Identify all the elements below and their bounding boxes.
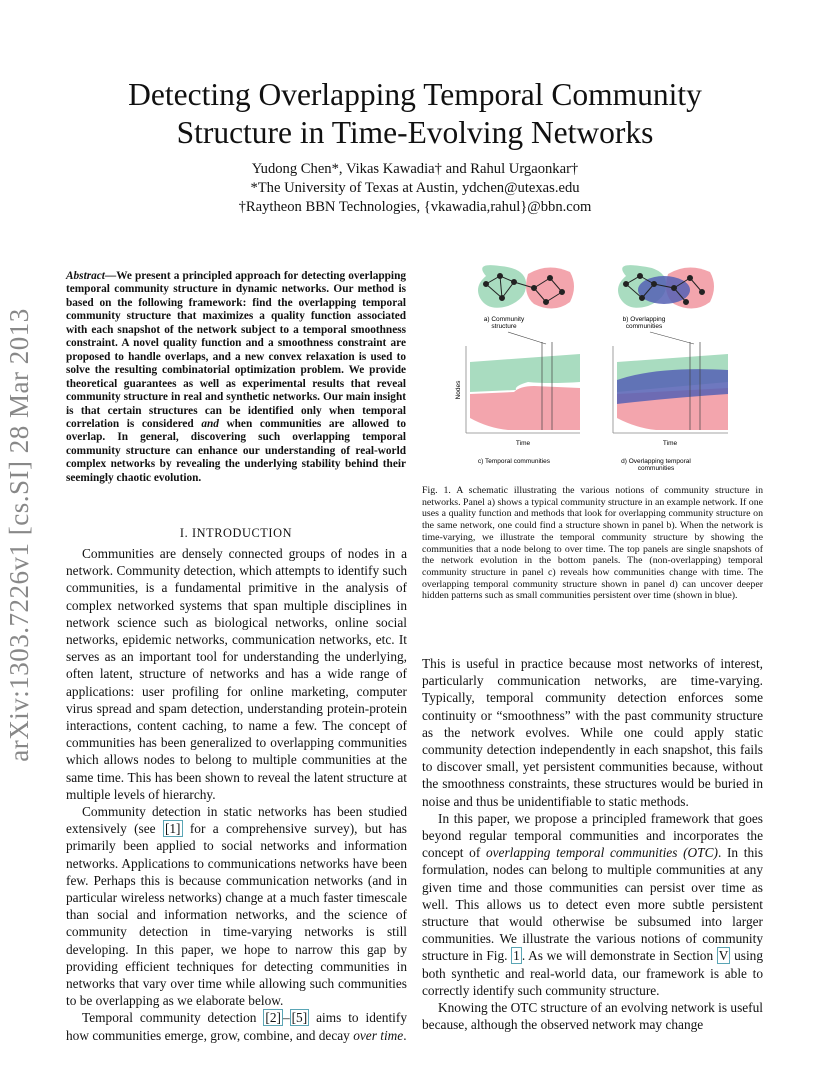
text-run: Community detection in static networks has been studied extensively (see: [66, 804, 407, 837]
abstract-text-2: when communities are allowed to overlap. In general, discovering such overlapping temporal community structure can enhance our understanding of real-world complex networks by revealing the underlying stability behind their seemingly chaotic evolution.: [66, 417, 406, 484]
arxiv-stamp: arXiv:1303.7226v1 [cs.SI] 28 Mar 2013: [4, 308, 34, 762]
text-run: for a comprehensive survey), but has primarily been applied to social networks and information networks. Applications to communications networks have been few. Perhaps this is because communication networks (and in particular wireless networks) change at a much faster timescale than social and information networks, and the science of community detection in time-varying networks is still developing. In this paper, we hope to narrow this gap by providing efficient techniques for detecting communities in networks that vary over time while allowing such communities to be overlapping as we elaborate below.: [66, 821, 407, 1009]
panel-b-network: [618, 265, 714, 308]
abstract: [66, 270, 406, 485]
panel-a-network: [478, 265, 574, 308]
panel-d-plot: [613, 332, 728, 433]
abstract-label: Abstract: [66, 270, 105, 282]
right-column: [422, 655, 763, 1033]
y-axis-label: Nodes: [455, 380, 462, 400]
title-line-2: Structure in Time-Evolving Networks: [176, 115, 654, 150]
text-run: . In this formulation, nodes can belong to multiple communities at any given time and those communities can persist over time as well. This allows us to detect even more subtle persistent structure that would otherwise be subsumed into larger communities. We illustrate the various notions of community structure in Fig.: [422, 845, 764, 964]
x-axis-label-c: Time: [515, 440, 531, 447]
title-line-1: Detecting Overlapping Temporal Community: [128, 77, 702, 112]
citation-link[interactable]: [2]: [265, 1010, 281, 1026]
affiliation-2: †Raytheon BBN Technologies, {vkawadia,rahul}@bbn.com: [238, 199, 592, 215]
label-panel-b-2: communities: [625, 323, 663, 330]
paragraph: Knowing the OTC structure of an evolving network is useful because, although the observed network may change: [422, 1000, 764, 1033]
left-column: [66, 545, 407, 1044]
paragraph: Communities are densely connected groups of nodes in a network. Community detection, which attempts to identify such communities, is a fundamental primitive in the analysis of complex networked systems that span multiple disciplines in network science such as biological networks, online social networks, epidemic networks, communication networks, etc. It serves as an important tool for understanding the underlying, often latent, structure of networks and has a wide range of applications: user profiling for online marketing, computer virus spread and spam detection, understanding protein-protein interactions, content caching, to name a few. The concept of communities has been generalized to overlapping communities which allows nodes to belong to multiple communities at the same time. This has been shown to reveal the latent structure at multiple levels of hierarchy.: [66, 546, 407, 802]
panel-c-plot: [466, 332, 580, 433]
paragraph: This is useful in practice because most networks of interest, particularly communication networks, are time-varying. Typically, temporal community detection enforces some continuity or “smoothness” with the past community structure as the network evolves. While one could apply static community detection independently in each snapshot, this fails to discover small, yet persistent communities because, without the smoothness constraints, these structures would be buried in noise and thus be unidentifiable to static methods.: [422, 656, 763, 809]
text-run: In this paper, we propose a principled framework that goes beyond regular temporal communities and incorporates the concept of: [422, 810, 763, 861]
x-axis-label-d: Time: [662, 440, 678, 447]
paragraph: [66, 1009, 407, 1043]
paper-title: [60, 76, 770, 152]
label-panel-a-2: structure: [491, 323, 517, 330]
section-heading: I. INTRODUCTION: [179, 526, 293, 540]
paragraph: [422, 810, 763, 999]
label-panel-c: c) Temporal communities: [477, 458, 551, 465]
section-link[interactable]: V: [718, 948, 729, 964]
paragraph: [66, 803, 407, 1009]
label-panel-d: d) Overlapping temporal: [621, 458, 691, 465]
label-panel-b: b) Overlapping: [622, 316, 666, 323]
text-run: aims to identify how communities emerge, grow, combine, and decay: [66, 1010, 407, 1043]
figure-1: [428, 258, 758, 478]
citation-link[interactable]: [1]: [164, 821, 181, 837]
citation-link[interactable]: [5]: [291, 1010, 308, 1026]
emphasis: over time: [353, 1027, 404, 1043]
affiliation-1: *The University of Texas at Austin, ydchen@utexas.edu: [250, 180, 580, 196]
text-run: using both synthetic and real-world data, our framework is able to correctly identify such community structure.: [422, 948, 763, 998]
abstract-text-1: —We present a principled approach for detecting overlapping temporal community structure in dynamic networks. Our method is based on the following framework: find the overlapping temporal community structure that maximizes a quality function associated with each snapshot of the network subject to a temporal smoothness constraint. A novel quality function and a smoothness constraint are proposed to handle overlaps, and a new convex relaxation is used to solve the resulting combinatorial optimization problem. We provide theoretical guarantees as well as experimental results that reveal community structure in real and synthetic networks. Our main insight is that certain structures can be identified only when temporal correlation is considered: [66, 270, 406, 430]
authors: Yudong Chen*, Vikas Kawadia† and Rahul Urgaonkar†: [251, 161, 579, 177]
text-run: .: [403, 1027, 407, 1043]
label-panel-a: a) Community: [483, 316, 525, 323]
text-run: . As we will demonstrate in Section: [521, 948, 717, 964]
emphasis: overlapping temporal communities (OTC): [485, 845, 718, 861]
abstract-emphasis: and: [201, 417, 219, 430]
text-run: Temporal community detection: [82, 1010, 264, 1026]
figure-link[interactable]: 1: [513, 948, 520, 964]
text-run: –: [282, 1010, 290, 1026]
figure-caption: Fig. 1. A schematic illustrating the various notions of community structure in networks. Panel a) shows a typical community structure in an example network. If one uses a quality function and methods that look for overlapping community structure on the same network, one could find a structure shown in panel b). When the network is time-varying, we illustrate the temporal community structure by showing the communities that a node belong to over time. The top panels are single snapshots of the network evolution in the bottom panels. The (non-overlapping) temporal community structure in panel c) reveals how communities change with time. The overlapping temporal community structure shown in panel d) can uncover deeper hidden patterns such as small communities persistent over time (shown in blue).: [422, 485, 763, 602]
label-panel-d-2: communities: [637, 465, 675, 472]
